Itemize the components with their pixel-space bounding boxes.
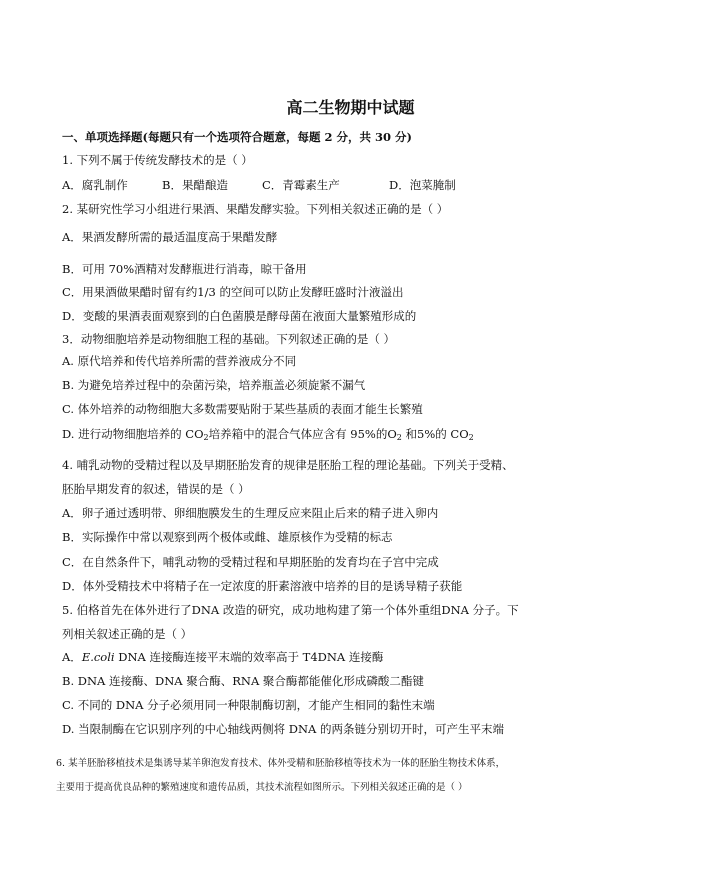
q3-d-text-3: 和5%的 CO (401, 427, 469, 441)
q5-a-label: A． (62, 650, 82, 664)
q2-option-c: C．用果酒做果醋时留有约1/3 的空间可以防止发酵旺盛时汁液溢出 (62, 285, 404, 299)
q4-option-c: C．在自然条件下，哺乳动物的受精过程和早期胚胎的发育均在子宫中完成 (62, 555, 439, 569)
q1-option-b: B．果醋酿造 (162, 178, 228, 192)
q5-option-a (62, 650, 383, 664)
q5-a-text: DNA 连接酶连接平末端的效率高于 T4DNA 连接酶 (114, 650, 384, 664)
q5-a-ecoli: E.coli (81, 650, 115, 664)
q3-d-sub-2: 2 (396, 433, 402, 442)
q2-stem: 2. 某研究性学习小组进行果酒、果醋发酵实验。下列相关叙述正确的是（ ） (62, 202, 449, 216)
q4-stem-line1: 4. 哺乳动物的受精过程以及早期胚胎发育的规律是胚胎工程的理论基础。下列关于受精、 (62, 458, 514, 472)
q1-option-d: D．泡菜腌制 (389, 178, 456, 192)
section-heading: 一、单项选择题(每题只有一个选项符合题意，每题 2 分，共 30 分) (62, 130, 412, 144)
q5-stem-line2: 列相关叙述正确的是（ ） (62, 627, 193, 641)
q5-option-d: D. 当限制酶在它识别序列的中心轴线两侧将 DNA 的两条链分别切开时，可产生平末端 (62, 722, 505, 736)
q4-option-a: A．卵子通过透明带、卵细胞膜发生的生理反应来阻止后来的精子进入卵内 (62, 506, 439, 520)
q2-option-a: A．果酒发酵所需的最适温度高于果醋发酵 (62, 230, 278, 244)
exam-title: 高二生物期中试题 (286, 98, 415, 117)
q3-option-a: A. 原代培养和传代培养所需的营养液成分不同 (62, 354, 297, 368)
q5-option-b: B. DNA 连接酶、DNA 聚合酶、RNA 聚合酶都能催化形成磷酸二酯键 (62, 674, 424, 688)
q5-option-c: C. 不同的 DNA 分子必须用同一种限制酶切割，才能产生相同的黏性末端 (62, 698, 435, 712)
q3-option-d (62, 427, 474, 441)
q4-option-d: D．体外受精技术中将精子在一定浓度的肝素溶液中培养的目的是诱导精子获能 (62, 579, 463, 593)
q3-stem: 3．动物细胞培养是动物细胞工程的基础。下列叙述正确的是（ ） (62, 332, 395, 346)
q6-stem-line1: 6. 某羊胚胎移植技术是集诱导某羊卵泡发育技术、体外受精和胚胎移植等技术为一体的胚胎生物技术体系， (56, 758, 506, 769)
q2-option-b: B．可用 70%酒精对发酵瓶进行消毒，晾干备用 (62, 262, 307, 276)
q3-option-b: B. 为避免培养过程中的杂菌污染，培养瓶盖必须旋紧不漏气 (62, 378, 366, 392)
q3-d-sub-3: 2 (468, 433, 474, 442)
q4-option-b: B．实际操作中常以观察到两个极体或雌、雄原核作为受精的标志 (62, 530, 393, 544)
q3-d-text-2: 培养箱中的混合气体应含有 95%的O (208, 427, 397, 441)
q3-option-c: C. 体外培养的动物细胞大多数需要贴附于某些基质的表面才能生长繁殖 (62, 402, 423, 416)
q3-d-text-1: D. 进行动物细胞培养的 CO (62, 427, 204, 441)
q2-option-d: D．变酸的果酒表面观察到的白色菌膜是酵母菌在液面大量繁殖形成的 (62, 309, 417, 323)
q1-option-c: C．青霉素生产 (262, 178, 340, 192)
q6-stem-line2: 主要用于提高优良品种的繁殖速度和遗传品质，其技术流程如图所示。下列相关叙述正确的是（ ） (56, 782, 468, 793)
q4-stem-line2: 胚胎早期发育的叙述，错误的是（ ） (62, 482, 250, 496)
q1-option-a: A．腐乳制作 (62, 178, 128, 192)
q3-d-sub-1: 2 (203, 433, 209, 442)
q1-stem: 1. 下列不属于传统发酵技术的是（ ） (62, 153, 253, 167)
q5-stem-line1: 5. 伯格首先在体外进行了DNA 改造的研究，成功地构建了第一个体外重组DNA 分子。下 (62, 603, 519, 617)
